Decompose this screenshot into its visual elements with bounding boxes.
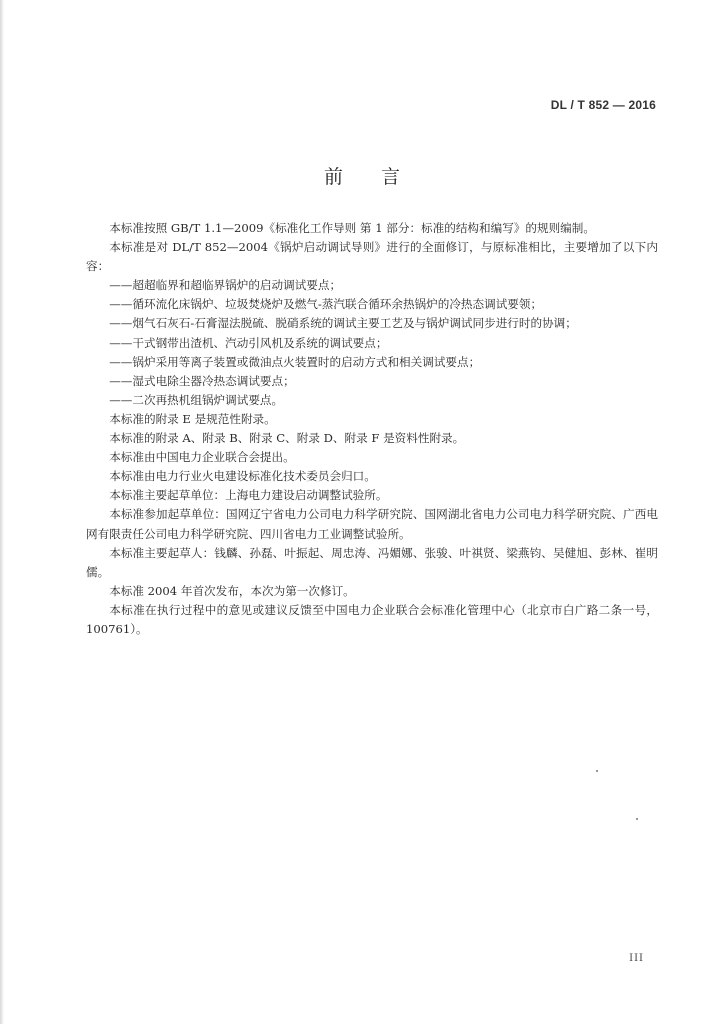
list-item: ——湿式电除尘器冷热态调试要点； [109, 373, 295, 388]
scan-speck [636, 818, 638, 820]
paragraph-proposed-by: 本标准由中国电力企业联合会提出。 [109, 450, 295, 465]
scan-speck [596, 770, 598, 772]
page-number: III [629, 953, 644, 964]
page-title: 前言 [323, 166, 438, 188]
list-item: ——超超临界和超临界锅炉的启动调试要点； [109, 278, 342, 293]
list-item: ——锅炉采用等离子装置或微油点火装置时的启动方式和相关调试要点； [109, 354, 481, 369]
paragraph-normative-annex: 本标准的附录 E 是规范性附录。 [109, 411, 276, 426]
changes-list [86, 276, 658, 410]
paragraph-publication-history: 本标准 2004 年首次发布，本次为第一次修订。 [109, 583, 355, 598]
paragraph-informative-annexes: 本标准的附录 A、附录 B、附录 C、附录 D、附录 F 是资料性附录。 [109, 431, 465, 446]
paragraph-drafting-rules: 本标准按照 GB/T 1.1—2009《标准化工作导则 第 1 部分：标准的结构和编写》的规则编制。 [109, 221, 595, 235]
paragraph-participating-units: 本标准参加起草单位：国网辽宁省电力公司电力科学研究院、国网湖北省电力公司电力科学研究院、广西电网有限责任公司电力科学研究院、四川省电力工业调整试验所。 [86, 507, 658, 541]
list-item: ——循环流化床锅炉、垃圾焚烧炉及燃气-蒸汽联合循环余热锅炉的冷热态调试要领； [109, 297, 543, 312]
document-code: DL / T 852 — 2016 [550, 98, 656, 112]
paragraph-feedback: 本标准在执行过程中的意见或建议反馈至中国电力企业联合会标准化管理中心（北京市白广路二条一号，100761）。 [86, 602, 658, 636]
list-item: ——干式钢带出渣机、汽动引风机及系统的调试要点； [109, 335, 388, 350]
list-item: ——二次再热机组锅炉调试要点。 [109, 392, 284, 407]
scan-edge [0, 0, 4, 1024]
paragraph-revision-summary: 本标准是对 DL/T 852—2004《锅炉启动调试导则》进行的全面修订，与原标准相比，主要增加了以下内容： [86, 240, 658, 274]
paragraph-main-drafters: 本标准主要起草人：钱麟、孙磊、叶振起、周忠涛、冯媚娜、张骏、叶祺贤、梁燕钧、吴健旭、彭林、崔明儒。 [86, 545, 658, 579]
list-item: ——烟气石灰石-石膏湿法脱硫、脱硝系统的调试主要工艺及与锅炉调试同步进行时的协调； [109, 316, 577, 331]
paragraph-technical-committee: 本标准由电力行业火电建设标准化技术委员会归口。 [109, 469, 376, 484]
paragraph-main-drafting-unit: 本标准主要起草单位：上海电力建设启动调整试验所。 [109, 488, 388, 503]
foreword-body [86, 219, 658, 639]
